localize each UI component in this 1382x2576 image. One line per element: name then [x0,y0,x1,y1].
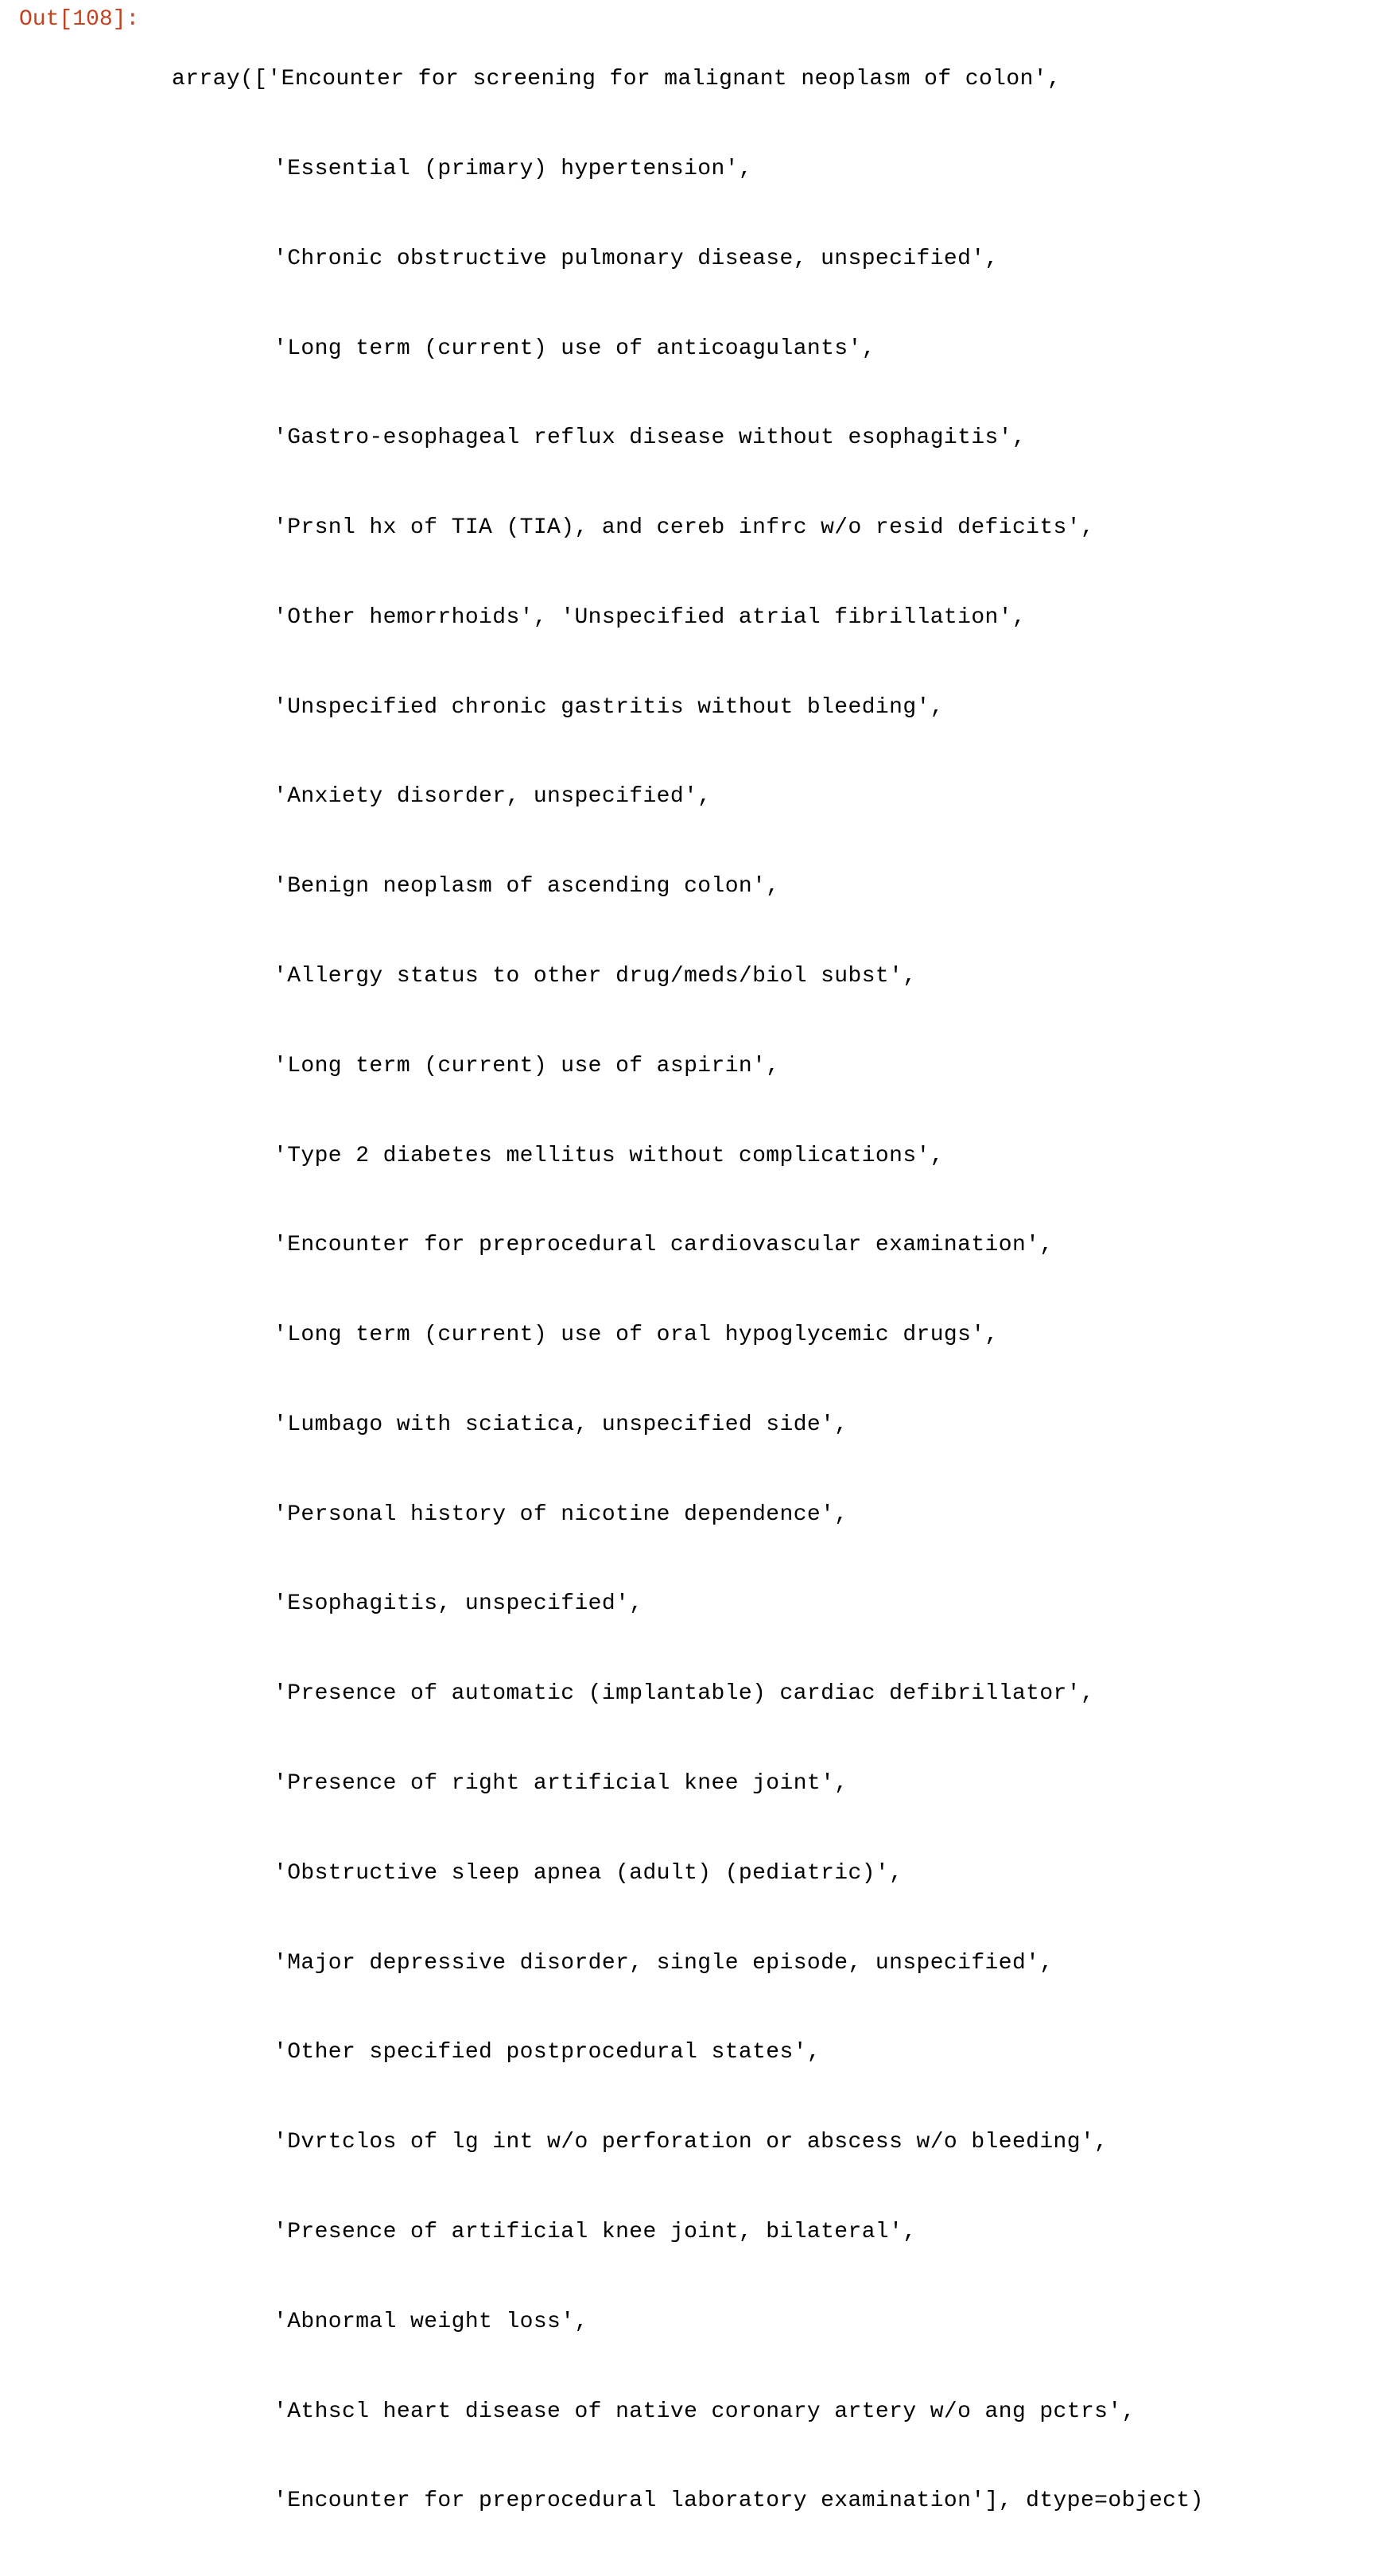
output-line: 'Encounter for preprocedural laboratory examination'], dtype=object) [274,2489,1204,2514]
output-line: 'Presence of right artificial knee joint', [274,1771,848,1797]
output-line: array(['Encounter for screening for malignant neoplasm of colon', [172,67,1062,92]
output-prompt: Out[108]: [19,7,140,32]
output-cell [19,0,1382,2514]
output-line: 'Long term (current) use of anticoagulants', [274,336,875,361]
output-line: 'Other hemorrhoids', 'Unspecified atrial fibrillation', [274,604,1027,630]
output-line: 'Dvrtclos of lg int w/o perforation or abscess w/o bleeding', [274,2130,1108,2155]
output-line: 'Essential (primary) hypertension', [274,156,753,181]
output-line: 'Long term (current) use of oral hypoglycemic drugs', [274,1323,999,1348]
output-line: 'Lumbago with sciatica, unspecified side', [274,1412,848,1437]
output-line: 'Athscl heart disease of native coronary artery w/o ang pctrs', [274,2399,1135,2424]
output-line: 'Presence of artificial knee joint, bilateral', [274,2219,917,2244]
output-line: 'Gastro-esophageal reflux disease without esophagitis', [274,425,1027,451]
output-line: 'Abnormal weight loss', [274,2309,588,2334]
output-text [172,5,1204,2576]
output-line: 'Major depressive disorder, single episode, unspecified', [274,1950,1054,1976]
output-line: 'Anxiety disorder, unspecified', [274,784,712,810]
output-line: 'Other specified postprocedural states', [274,2040,821,2065]
output-line: 'Allergy status to other drug/meds/biol subst', [274,964,917,989]
output-line: 'Benign neoplasm of ascending colon', [274,874,780,899]
output-line: 'Esophagitis, unspecified', [274,1591,643,1617]
output-line: 'Encounter for preprocedural cardiovascular examination', [274,1233,1054,1258]
output-line: 'Obstructive sleep apnea (adult) (pediatric)', [274,1860,903,1886]
output-line: 'Prsnl hx of TIA (TIA), and cereb infrc w/o resid deficits', [274,515,1095,541]
output-line: 'Personal history of nicotine dependence', [274,1502,848,1527]
output-line: 'Unspecified chronic gastritis without bleeding', [274,694,944,720]
output-line: 'Type 2 diabetes mellitus without complications', [274,1143,944,1168]
output-line: 'Long term (current) use of aspirin', [274,1053,780,1078]
output-line: 'Chronic obstructive pulmonary disease, unspecified', [274,246,999,271]
output-line: 'Presence of automatic (implantable) cardiac defibrillator', [274,1681,1095,1707]
